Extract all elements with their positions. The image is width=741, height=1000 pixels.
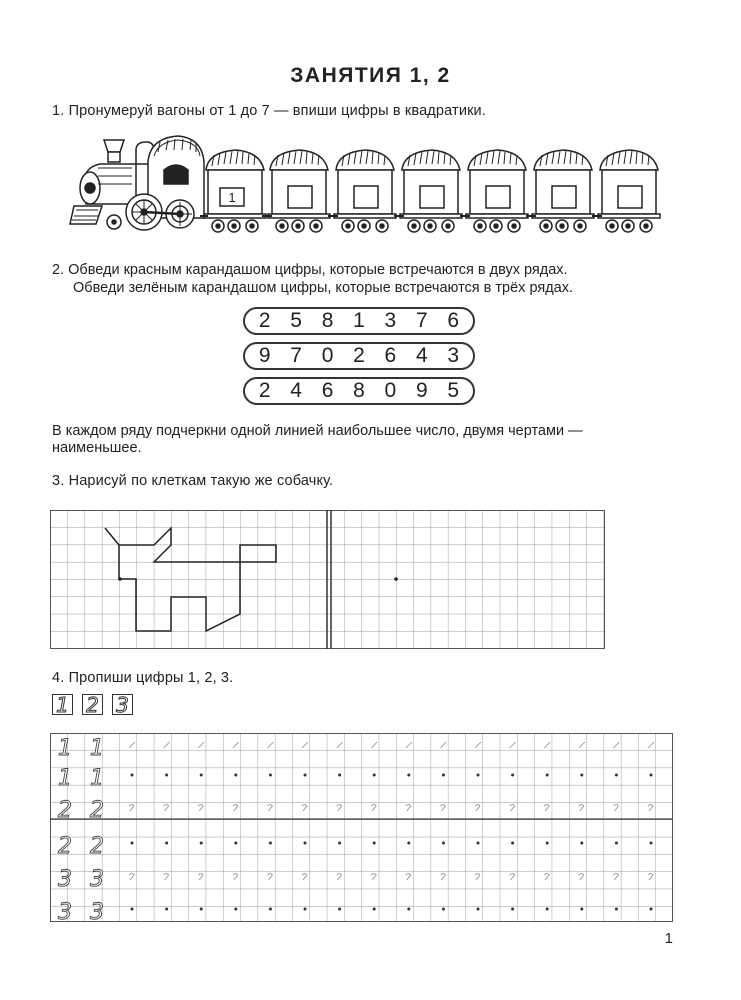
wagon-number: 1: [228, 190, 236, 205]
trace-guide-mark: [234, 774, 237, 777]
task3-text: 3. Нарисуй по клеткам такую же собачку.: [52, 473, 334, 489]
svg-text:1: 1: [90, 736, 104, 761]
digit[interactable]: 2: [258, 379, 271, 402]
task2-line1: 2. Обведи красным карандашом цифры, которые встречаются в двух рядах.: [52, 262, 568, 278]
trace-guide-mark: [546, 774, 549, 777]
task4-text: 4. Пропиши цифры 1, 2, 3.: [52, 670, 234, 686]
trace-guide-mark: [511, 908, 514, 911]
digit[interactable]: 4: [415, 344, 428, 367]
trace-guide-mark: [442, 908, 445, 911]
svg-text:3: 3: [58, 867, 72, 892]
digit[interactable]: 8: [353, 379, 365, 402]
digit[interactable]: 3: [447, 344, 460, 367]
trace-guide-mark: [234, 908, 237, 911]
trace-guide-mark: [442, 842, 445, 845]
digit[interactable]: 2: [353, 344, 365, 367]
trace-guide-mark: [304, 774, 307, 777]
trace-guide-mark: [200, 774, 203, 777]
trace-guide-mark: [650, 774, 653, 777]
digit[interactable]: 7: [290, 344, 302, 367]
digit[interactable]: 3: [384, 309, 397, 332]
page-title: ЗАНЯТИЯ 1, 2: [290, 64, 451, 87]
trace-guide-mark: [580, 774, 583, 777]
trace-guide-mark: [407, 842, 410, 845]
digit[interactable]: 5: [290, 309, 302, 332]
trace-guide-mark: [304, 842, 307, 845]
trace-guide-mark: [407, 908, 410, 911]
trace-guide-mark: [269, 774, 272, 777]
digit[interactable]: 4: [290, 379, 302, 402]
digit[interactable]: 0: [384, 379, 397, 402]
trace-guide-mark: [338, 774, 341, 777]
locomotive: [70, 136, 204, 230]
trace-guide-mark: [442, 774, 445, 777]
trace-guide-mark: [477, 908, 480, 911]
digit[interactable]: 5: [447, 379, 460, 402]
trace-guide-mark: [511, 842, 514, 845]
copybook-grid[interactable]: [50, 733, 674, 923]
digit[interactable]: 7: [415, 309, 428, 332]
svg-text:2: 2: [90, 834, 104, 859]
trace-guide-mark: [650, 908, 653, 911]
sample-digit-box: 1: [52, 694, 73, 715]
svg-text:2: 2: [58, 798, 72, 823]
trace-guide-mark: [477, 842, 480, 845]
trace-guide-mark: [234, 842, 237, 845]
task2-note-line2: наименьшее.: [52, 440, 142, 456]
svg-text:2: 2: [90, 798, 104, 823]
dog-drawing-grid[interactable]: [50, 510, 606, 650]
sample-digit-box: 3: [112, 694, 133, 715]
svg-text:3: 3: [58, 900, 72, 923]
sample-digit-box: 2: [82, 694, 103, 715]
trace-guide-mark: [407, 774, 410, 777]
digit-row-1: [243, 307, 475, 335]
trace-guide-mark: [546, 908, 549, 911]
trace-guide-mark: [373, 908, 376, 911]
trace-guide-mark: [131, 774, 134, 777]
trace-guide-mark: [338, 842, 341, 845]
digit[interactable]: 8: [321, 309, 334, 332]
task1-text: 1. Пронумеруй вагоны от 1 до 7 — впиши цифры в квадратики.: [52, 103, 486, 119]
start-dot-left: [118, 577, 122, 581]
trace-guide-mark: [546, 842, 549, 845]
trace-guide-mark: [615, 842, 618, 845]
trace-guide-mark: [304, 908, 307, 911]
digit[interactable]: 9: [258, 344, 271, 367]
trace-guide-mark: [165, 842, 168, 845]
trace-guide-mark: [477, 774, 480, 777]
trace-guide-mark: [373, 842, 376, 845]
wagons: [204, 150, 660, 232]
start-dot-right: [394, 577, 398, 581]
svg-text:1: 1: [58, 766, 72, 791]
digit[interactable]: 0: [321, 344, 334, 367]
trace-guide-mark: [131, 842, 134, 845]
svg-text:2: 2: [58, 834, 72, 859]
trace-guide-mark: [269, 842, 272, 845]
task2-line2: Обведи зелёным карандашом цифры, которые встречаются в трёх рядах.: [73, 280, 574, 296]
trace-guide-mark: [165, 908, 168, 911]
trace-guide-mark: [615, 774, 618, 777]
train-illustration: [62, 128, 682, 240]
trace-guide-mark: [580, 842, 583, 845]
task2-note-line1: В каждом ряду подчеркни одной линией наибольшее число, двумя чертами —: [52, 423, 583, 439]
trace-guide-mark: [269, 908, 272, 911]
digit[interactable]: 6: [447, 309, 460, 332]
trace-guide-mark: [373, 774, 376, 777]
page-number: 1: [664, 930, 673, 947]
digit[interactable]: 6: [384, 344, 397, 367]
digit-row-3: [243, 377, 475, 405]
digit[interactable]: 6: [321, 379, 334, 402]
trace-guide-mark: [338, 908, 341, 911]
digit-row-2: [243, 342, 475, 370]
digit[interactable]: 9: [415, 379, 428, 402]
trace-guide-mark: [200, 842, 203, 845]
trace-guide-mark: [650, 842, 653, 845]
svg-text:3: 3: [90, 900, 104, 923]
svg-text:1: 1: [90, 766, 104, 791]
digit[interactable]: 1: [353, 309, 365, 332]
trace-guide-mark: [615, 908, 618, 911]
digit[interactable]: 2: [258, 309, 271, 332]
trace-guide-mark: [580, 908, 583, 911]
trace-guide-mark: [165, 774, 168, 777]
trace-guide-mark: [200, 908, 203, 911]
trace-guide-mark: [511, 774, 514, 777]
trace-guide-mark: [131, 908, 134, 911]
svg-text:3: 3: [90, 867, 104, 892]
svg-text:1: 1: [58, 736, 72, 761]
